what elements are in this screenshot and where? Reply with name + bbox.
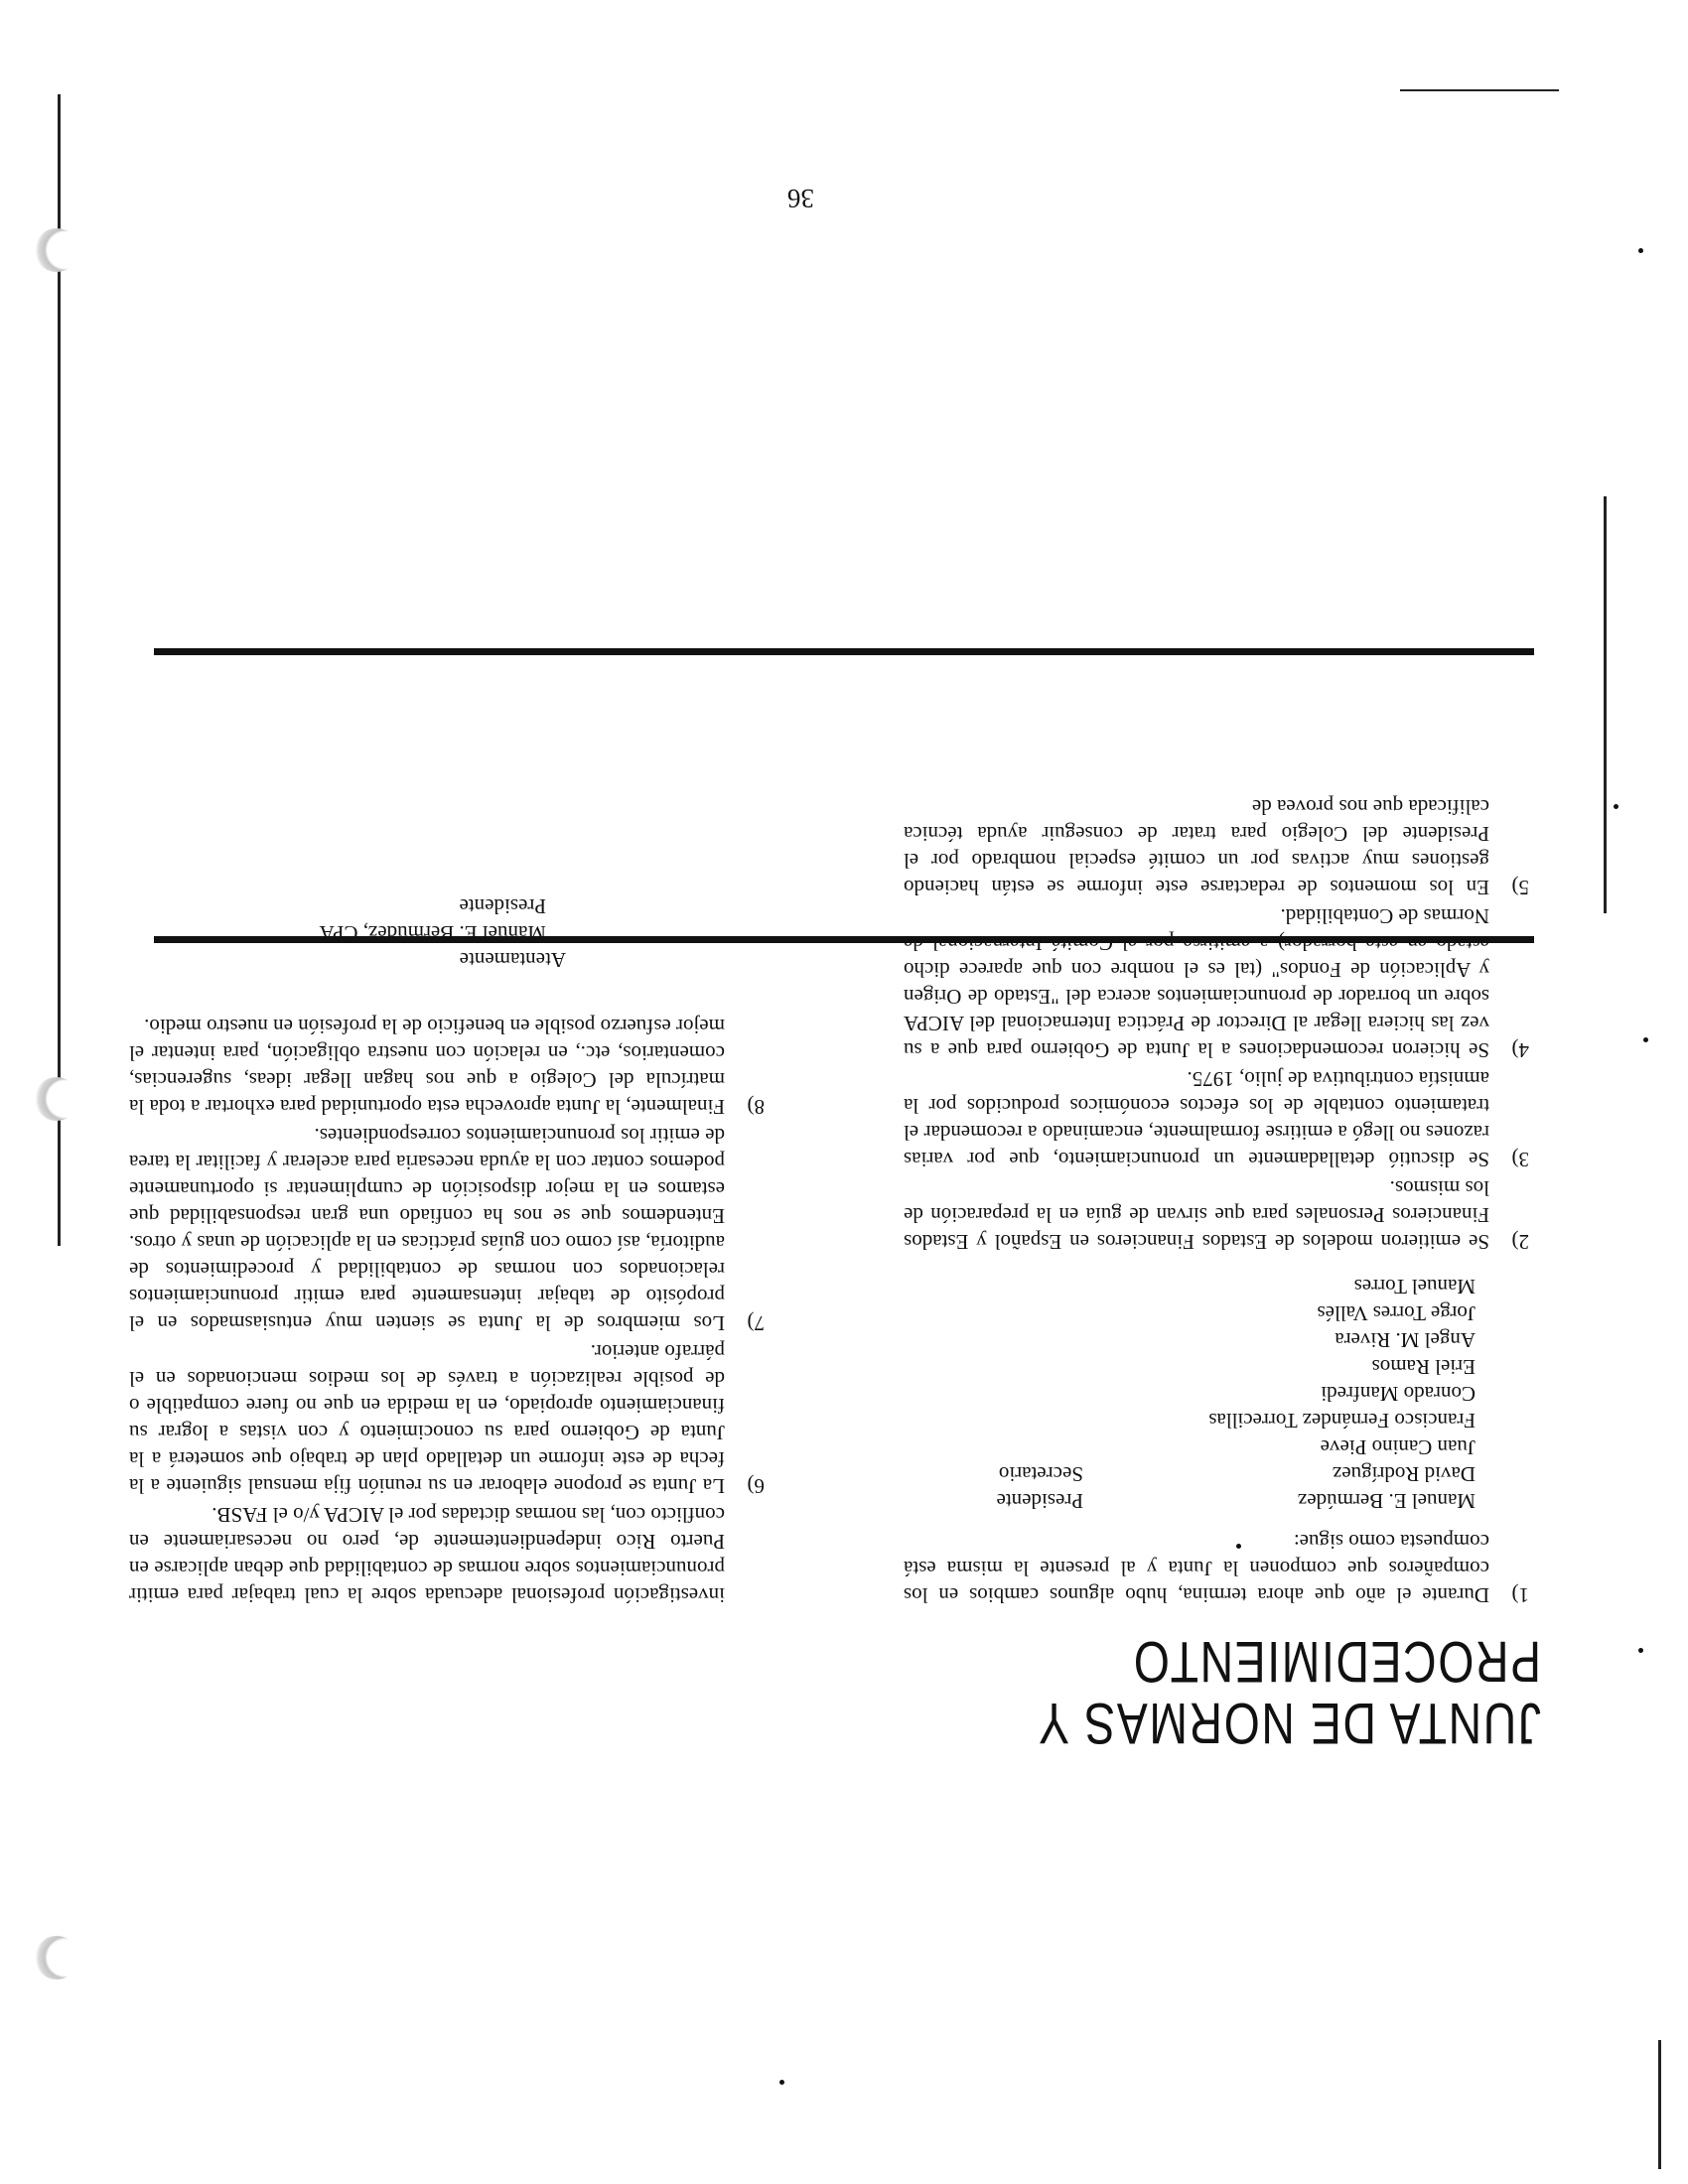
board-member [904,1460,1476,1487]
title-line-1: JUNTA DE NORMAS Y [1037,1691,1541,1755]
board-member [904,1273,1476,1299]
board-member [904,1326,1476,1353]
item-number: 3) [1511,1148,1529,1171]
item-text: Se hicieron recomendaciones a la Junta de Gobierno para que a su vez las hiciera llegar al Director de Práctica Internacional del AICPA sobre un borrador de pronunciamientos acerca del "Estado de Origen y Aplicación de Fondos" (tal es el nombre con que aparece dicho estado en este borrador) a emitirse por el Comité Internacional de Normas de Contabilidad. [904,904,1489,1062]
list-item [129,1338,765,1499]
member-name: David Rodríguez [1332,1462,1476,1486]
list-item [129,1122,765,1336]
item-text: investigación profesional adecuada sobre la cual trabajar para emitir pronunciamientos sobre normas de contabilidad que deban aplicarse en Puerto Rico independientemente de, pero no necesariamente en conflicto con, las normas dictadas por el AICPA y/o el FASB. [129,1503,725,1607]
member-name: Manuel E. Bermúdez [1297,1489,1476,1513]
member-name: Jorge Torres Vallés [1317,1301,1476,1325]
board-members-list [904,1273,1476,1514]
title-rule-bottom [154,648,1534,655]
list-item [904,793,1529,900]
item-number: 8) [747,1095,765,1119]
member-role: Presidente [996,1489,1083,1513]
list-item [904,1174,1529,1255]
title-line-2: PROCEDIMIENTO [1132,1629,1541,1694]
left-column [904,791,1529,1608]
board-member [904,1353,1476,1380]
member-name: Francisco Fernández Torrecillas [1208,1409,1476,1433]
board-member [904,1433,1476,1460]
signer-title: Presidente [459,894,546,918]
right-column [129,892,765,1608]
item-number: 1) [1511,1583,1529,1607]
list-item [904,1065,1529,1172]
list-item [904,902,1529,1063]
list-item [904,1528,1529,1608]
board-member [904,1487,1476,1514]
item-text: Finalmente, la Junta aprovecha esta oportunidad para exhortar a toda la matrícula del Colegio a que nos hagan llegar ideas, sugerencias, comentarios, etc., en relación con nuestra obligación, para intentar el mejor esfuerzo posible en beneficio de la profesión en nuestro medio. [129,1015,725,1119]
item-number: 5) [1511,876,1529,899]
list-item [129,1013,765,1120]
item-text: Durante el año que ahora termina, hubo algunos cambios en los compañeros que componen la Junta y al presente la misma está compuesta como sigue: [904,1530,1489,1607]
item-text: Se emitieron modelos de Estados Financieros en Español y Estados Financieros Personales para que sirvan de guía en la preparación de los mismos. [904,1176,1489,1254]
member-name: Angel M. Rivera [1335,1328,1476,1352]
member-name: Juan Canino Pieve [1320,1435,1476,1459]
item-text: Se discutió detalladamente un pronunciamiento, que por varias razones no llegó a emitirse formalmente, encaminado a recomendar el tratamiento contable de los efectos económicos producidos por la amnistía contributiva de julio, 1975. [904,1067,1489,1171]
member-name: Conrado Manfredi [1321,1382,1476,1406]
member-role: Secretario [998,1462,1083,1486]
section-title [1037,1630,1541,1753]
page-number: 36 [787,184,814,213]
member-name: Eriel Ramos [1371,1355,1476,1379]
signature-block [129,892,566,973]
item-number: 4) [1511,1038,1529,1062]
item-number: 6) [747,1474,765,1498]
list-item-continuation [129,1501,765,1608]
member-name: Manuel Torres [1353,1275,1476,1298]
item-number: 7) [747,1311,765,1335]
item-number: 2) [1511,1230,1529,1254]
signer-name: Manuel E. Bermúdez, CPA [319,921,546,945]
board-member [904,1299,1476,1326]
item-text: La Junta se propone elaborar en su reunión fija mensual siguiente a la fecha de este informe un detallado plan de trabajo que someterá a la Junta de Gobierno para su conocimiento y con vistas a lograr su financiamiento apropiado, en la medida en que no fuere compatible o de posible realización a través de los medios mencionados en el párrafo anterior. [129,1340,725,1498]
salutation: Atentamente [459,948,566,972]
item-text: Los miembros de la Junta se sienten muy entusiasmados en el propósito de tabajar intensamente para emitir pronunciamientos relacionados con normas de contabilidad y procedimientos de auditoría, así como con guías prácticas en la aplicación de unas y otros. Entendemos que se nos ha confiado una gran responsabilidad que estamos en la mejor disposición de cumplimentar si oportunamente podemos contar con la ayuda necesaria para acelerar y facilitar la tarea de emitir los pronunciamientos correspondientes. [129,1124,725,1335]
item-text: En los momentos de redactarse este informe se están haciendo gestiones muy activas por un comité especial nombrado por el Presidente del Colegio para tratar de conseguir ayuda técnica calificada que nos provea de [904,795,1489,899]
board-member [904,1380,1476,1407]
board-member [904,1407,1476,1433]
